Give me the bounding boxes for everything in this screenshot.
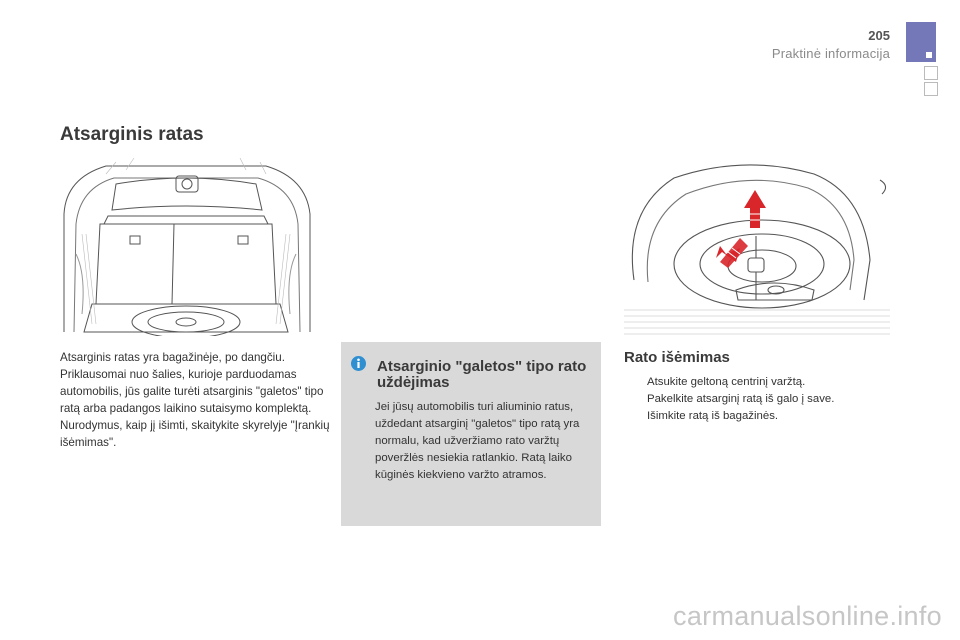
intro-line-reference: Nurodymus, kaip jį išimti, skaitykite skyrelyje "Įrankių išėmimas". <box>60 419 330 449</box>
removal-step <box>624 408 914 425</box>
removal-step-text: Pakelkite atsarginį ratą iš galo į save. <box>647 393 835 405</box>
info-box <box>341 342 601 526</box>
intro-line-variants: Priklausomai nuo šalies, kurioje parduodamas automobilis, jūs galite turėti atsarginis "galetos" tipo ratą arba padangos laikino sutaisymo komplektą. <box>60 368 324 415</box>
info-icon <box>351 356 366 371</box>
removal-title: Rato išėmimas <box>624 349 730 366</box>
intro-text <box>60 349 335 451</box>
main-title: Atsarginis ratas <box>60 124 204 145</box>
removal-steps <box>624 374 914 425</box>
page-number: 205 <box>868 28 890 43</box>
intro-line-location: Atsarginis ratas yra bagažinėje, po dangčiu. <box>60 351 285 364</box>
chapter-tab-box-2 <box>924 82 938 96</box>
info-box-title: Atsarginio "galetos" tipo rato uždėjimas <box>377 358 587 391</box>
info-box-text: Jei jūsų automobilis turi aliuminio ratus, uždedant atsarginį "galetos" tipo ratą yra normalu, kad užveržiamo rato varžtų poveržlės nesiekia ratlankio. Ratą laiko kūginės kiekvieno varžto atramos. <box>375 401 580 481</box>
tab-dot <box>926 52 932 58</box>
chapter-tab-marker <box>906 22 936 62</box>
removal-step-text: Atsukite geltoną centrinį varžtą. <box>647 376 806 388</box>
removal-step-text: Išimkite ratą iš bagažinės. <box>647 410 779 422</box>
watermark: carmanualsonline.info <box>673 601 942 631</box>
chapter-label: Praktinė informacija <box>771 46 890 61</box>
removal-step <box>624 374 914 391</box>
trunk-illustration <box>56 154 316 336</box>
removal-step <box>624 391 914 408</box>
chapter-tab-box-1 <box>924 66 938 80</box>
spare-wheel-illustration <box>624 160 890 340</box>
